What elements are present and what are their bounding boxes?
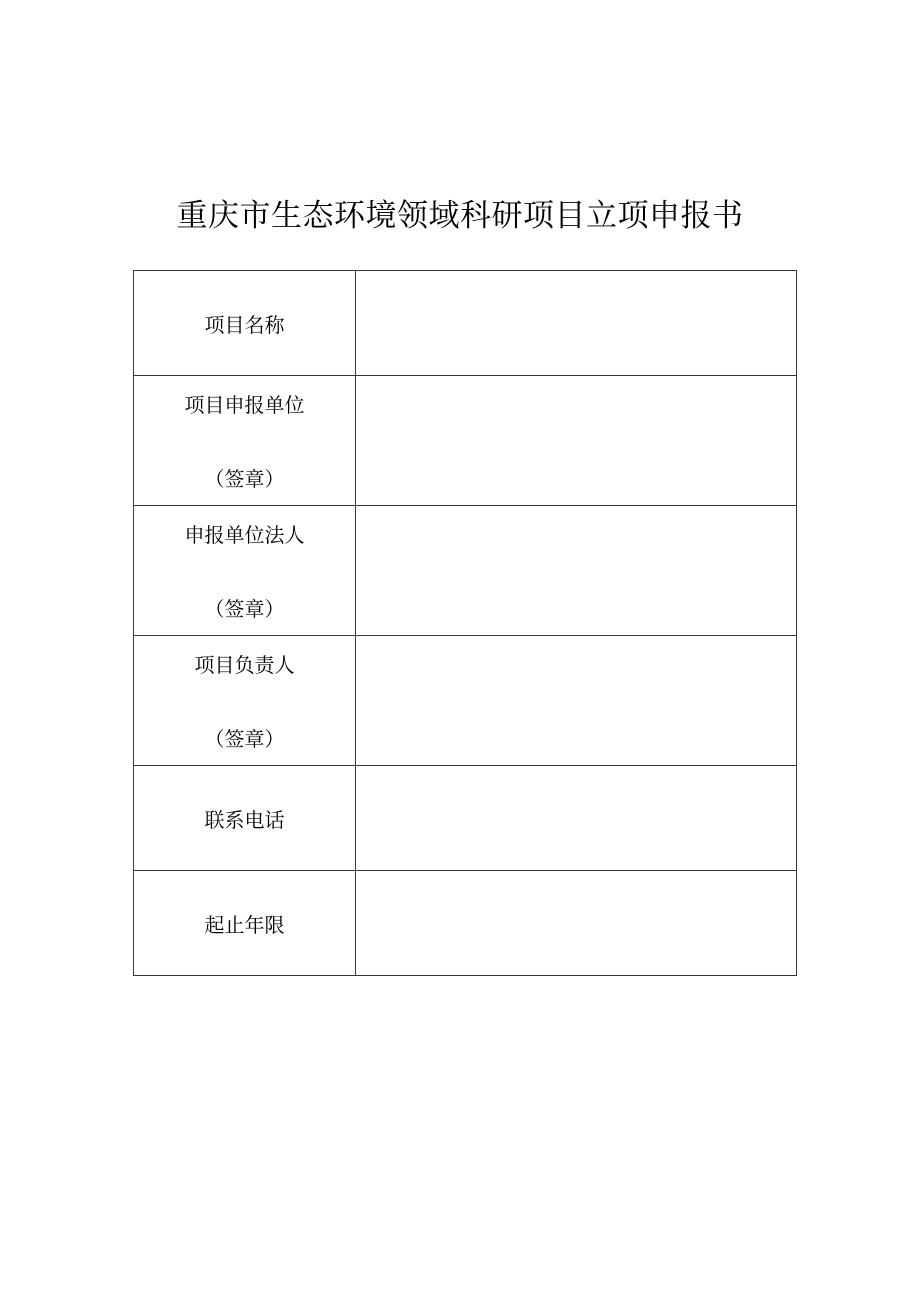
project-name-field[interactable] xyxy=(356,271,797,376)
contact-phone-field[interactable] xyxy=(356,766,797,871)
field-label-legal-representative: 申报单位法人 xyxy=(184,523,305,547)
form-row-applicant-unit xyxy=(134,376,797,506)
application-form-table xyxy=(133,270,797,976)
field-label-project-name: 项目名称 xyxy=(204,312,285,337)
duration-field[interactable] xyxy=(356,871,797,976)
label-cell xyxy=(134,506,356,636)
label-cell xyxy=(134,636,356,766)
field-sublabel-seal: （签章） xyxy=(204,597,285,621)
document-title: 重庆市生态环境领域科研项目立项申报书 xyxy=(176,198,744,234)
field-label-contact-phone: 联系电话 xyxy=(204,807,285,832)
project-leader-field[interactable] xyxy=(356,636,797,766)
field-label-duration: 起止年限 xyxy=(204,912,285,937)
label-cell xyxy=(134,766,356,871)
applicant-unit-field[interactable] xyxy=(356,376,797,506)
label-cell xyxy=(134,376,356,506)
field-sublabel-seal: （签章） xyxy=(204,727,285,751)
form-row-project-leader xyxy=(134,636,797,766)
form-row-legal-representative xyxy=(134,506,797,636)
label-cell xyxy=(134,271,356,376)
form-row-contact-phone xyxy=(134,766,797,871)
field-label-project-leader: 项目负责人 xyxy=(194,653,295,677)
label-cell xyxy=(134,871,356,976)
form-row-project-name xyxy=(134,271,797,376)
legal-representative-field[interactable] xyxy=(356,506,797,636)
form-row-duration xyxy=(134,871,797,976)
field-label-applicant-unit: 项目申报单位 xyxy=(184,393,305,417)
field-sublabel-seal: （签章） xyxy=(204,467,285,491)
